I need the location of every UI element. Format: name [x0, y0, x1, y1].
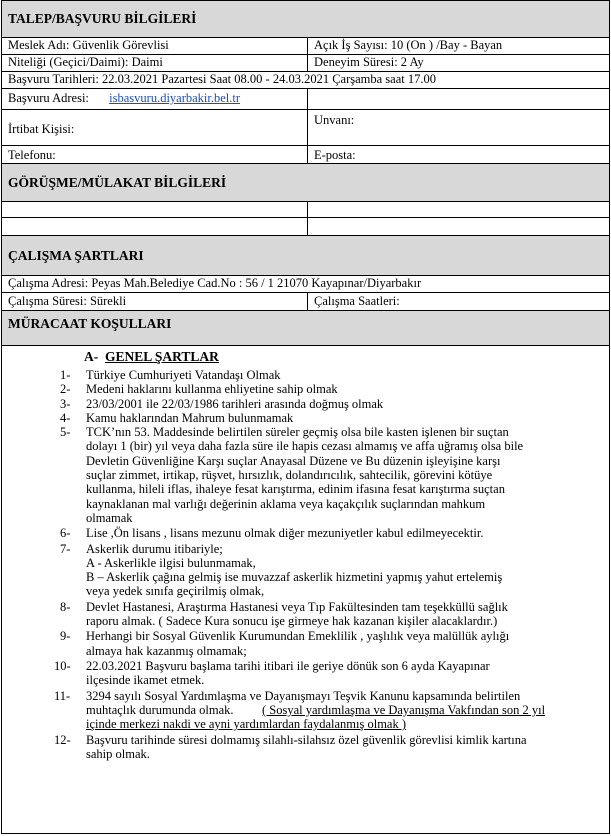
- calisma-header-title: ÇALIŞMA ŞARTLARI: [8, 247, 144, 263]
- niteligi: Niteliği (Geçici/Daimi): Daimi: [8, 55, 163, 69]
- unvani: Unvanı:: [314, 113, 355, 127]
- condition-line: 23/03/2001 ile 22/03/1986 tarihleri arasında doğmuş olmak: [86, 396, 384, 411]
- section-prefix: A-: [84, 349, 99, 364]
- muracaat-header: [2, 311, 609, 346]
- condition-number: 3-: [60, 396, 71, 411]
- condition-line: almaya hak kazanmış olmamak;: [86, 643, 247, 658]
- row-calisma-suresi: [2, 293, 609, 311]
- calisma-header: [2, 236, 609, 276]
- row-telefon: [2, 146, 609, 164]
- condition-line: ilçesinde ikamet etmek.: [86, 673, 205, 688]
- condition-line: Medeni haklarını kullanma ehliyetine sahip olmak: [86, 382, 338, 397]
- basvuru-adresi-label: Başvuru Adresi:: [8, 91, 89, 105]
- condition-line: Devletin Güvenliğine Karşı suçlar Anayasal Düzene ve Bu düzenin işleyişine karşı: [86, 453, 501, 468]
- irtibat-kisisi: İrtibat Kişisi:: [8, 122, 75, 136]
- row-meslek: [2, 38, 609, 55]
- gorusme-row-2: [2, 218, 609, 236]
- condition-line: ( Sosyal yardımlaşma ve Dayanışma Vakfından son 2 yıl: [262, 702, 546, 717]
- condition-line: muhtaçlık durumunda olmak.: [86, 702, 234, 717]
- condition-number: 7-: [60, 541, 71, 556]
- condition-line: Devlet Hastanesi, Araştırma Hastanesi veya Tıp Fakültesinden tam teşekküllü sağlık: [86, 599, 508, 614]
- condition-line: 22.03.2021 Başvuru başlama tarihi itibari ile geriye dönük son 6 ayda Kayapınar: [86, 659, 490, 673]
- basvuru-adresi: [2, 91, 307, 109]
- condition-line: veya yedek sınıfa geçirilmiş olmak,: [86, 584, 265, 599]
- condition-line: B – Askerlik çağına gelmiş ise muvazzaf askerlik hizmetini yapmış yahut ertelemiş: [86, 570, 503, 585]
- eposta: E-posta:: [314, 148, 356, 162]
- condition-number: 5-: [60, 425, 71, 440]
- condition-line: raporu almak. ( Sadece Kura sonucu işe girmeye hak kazanan kişiler alacaklardır.): [86, 614, 498, 629]
- calisma-suresi: Çalışma Süresi: Sürekli: [8, 294, 127, 308]
- row-irtibat: [2, 110, 609, 146]
- condition-number: 8-: [60, 599, 71, 614]
- condition-number: 11-: [54, 688, 71, 703]
- condition-line: sahip olmak.: [86, 746, 150, 761]
- section-title: [84, 350, 219, 364]
- basvuru-tarihleri: Başvuru Tarihleri: 22.03.2021 Pazartesi Saat 08.00 - 24.03.2021 Çarşamba saat 17.00: [8, 72, 436, 86]
- telefonu: Telefonu:: [8, 148, 56, 162]
- condition-line: suçlar zimmet, irtikap, rüşvet, hırsızlık, dolandırıcılık, sahtecilik, görevini kötüye: [86, 468, 493, 483]
- condition-line: TCK’nın 53. Maddesinde belirtilen süreler geçmiş olsa bile kasten işlenen bir suçtan: [86, 425, 509, 440]
- condition-line: olmamak: [86, 510, 133, 525]
- condition-line: Lise ,Ön lisans , lisans mezunu olmak diğer mezuniyetler kabul edilmeyecektir.: [86, 526, 484, 541]
- condition-number: 4-: [60, 410, 71, 425]
- acik-is-sayisi: Açık İş Sayısı: 10 (On ) /Bay - Bayan: [314, 38, 503, 52]
- row-basvuru-tarihleri: [2, 72, 609, 89]
- condition-line: kaynaklanan mal varlığı değerinin aklama veya kaçakçılık suçlarından mahkum: [86, 496, 486, 511]
- basvuru-adresi-link[interactable]: isbasvuru.diyarbakir.bel.tr: [109, 91, 241, 105]
- condition-line: A - Askerlikle ilgisi bulunmamak,: [86, 555, 256, 570]
- condition-line: dolayı 1 (bir) yıl veya daha fazla süre ile hapis cezası almamış ve affa uğramış olsa bile: [86, 439, 524, 454]
- calisma-adresi: Çalışma Adresi: Peyas Mah.Belediye Cad.No : 56 / 1 21070 Kayapınar/Diyarbakır: [8, 276, 422, 290]
- meslek-adi: Meslek Adı: Güvenlik Görevlisi: [8, 38, 169, 52]
- muracaat-header-title: MÜRACAAT KOŞULLARI: [8, 316, 172, 331]
- row-calisma-adresi: [2, 276, 609, 293]
- condition-line: içinde merkezi nakdi ve ayni yardımlardan faydalanmış olmak ): [86, 717, 407, 732]
- gorusme-header: [2, 164, 609, 202]
- job-posting-form: [1, 0, 610, 834]
- calisma-saatleri: Çalışma Saatleri:: [314, 294, 400, 308]
- condition-line: Askerlik durumu itibariyle;: [86, 541, 223, 556]
- condition-number: 10-: [54, 659, 71, 673]
- gorusme-row-1: [2, 202, 609, 218]
- row-basvuru-adresi: [2, 89, 609, 110]
- condition-number: 6-: [60, 526, 71, 541]
- condition-number: 1-: [60, 368, 71, 382]
- section-title-text: GENEL ŞARTLAR: [105, 349, 219, 364]
- condition-line: kullanma, hileli iflas, ihaleye fesat karıştırma, edinim ifasına fesat karıştırma suçtan: [86, 482, 505, 497]
- condition-line: 3294 sayılı Sosyal Yardımlaşma ve Dayanışmayı Teşvik Kanunu kapsamında belirtilen: [86, 688, 521, 703]
- talep-header-title: TALEP/BAŞVURU BİLGİLERİ: [8, 11, 197, 26]
- talep-header: [2, 0, 609, 38]
- condition-line: Başvuru tarihinde süresi dolmamış silahlı-silahsız özel güvenlik görevlisi kimlik kartına: [86, 732, 527, 747]
- deneyim-suresi: Deneyim Süresi: 2 Ay: [314, 55, 424, 69]
- condition-line: Kamu haklarından Mahrum bulunmamak: [86, 410, 294, 425]
- row-niteligi: [2, 55, 609, 72]
- gorusme-header-title: GÖRÜŞME/MÜLAKAT BİLGİLERİ: [8, 174, 227, 190]
- condition-number: 12-: [54, 732, 71, 747]
- condition-number: 2-: [60, 382, 71, 397]
- conditions-section: [2, 346, 609, 833]
- condition-line: Herhangi bir Sosyal Güvenlik Kurumundan Emeklilik , yaşlılık veya malüllük aylığı: [86, 629, 510, 644]
- condition-number: 9-: [60, 629, 71, 644]
- condition-line: Türkiye Cumhuriyeti Vatandaşı Olmak: [86, 368, 281, 382]
